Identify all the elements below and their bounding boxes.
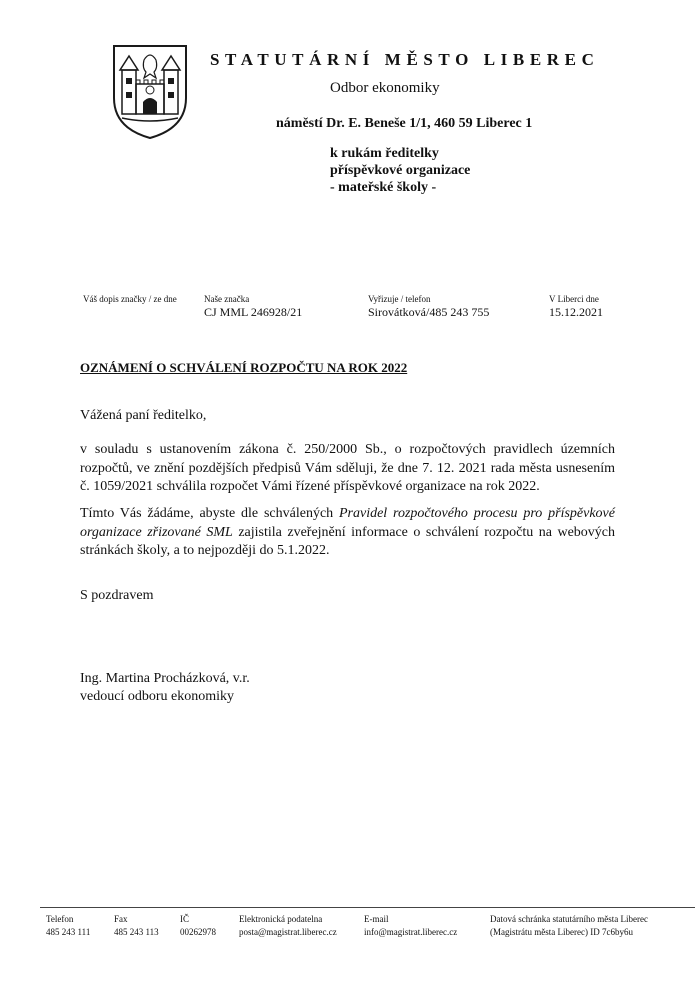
footer-email-label: E-mail — [364, 914, 389, 924]
salutation: Vážená paní ředitelko, — [80, 408, 207, 423]
footer-databox-value: (Magistrátu města Liberec) ID 7c6by6u — [490, 927, 633, 937]
footer-email-link[interactable]: info@magistrat.liberec.cz — [364, 927, 458, 937]
footer-databox-label: Datová schránka statutárního města Liberec — [490, 914, 648, 924]
city-title: STATUTÁRNÍ MĚSTO LIBEREC — [210, 50, 600, 69]
office-address: náměstí Dr. E. Beneše 1/1, 460 59 Liberec 1 — [276, 116, 533, 131]
letter-subject: OZNÁMENÍ O SCHVÁLENÍ ROZPOČTU NA ROK 2022 — [80, 360, 408, 375]
footer-phone-label: Telefon — [46, 914, 74, 924]
handled-by-value: Sirovátková/485 243 755 — [368, 305, 490, 319]
footer-e-podatelna-label: Elektronická podatelna — [239, 914, 323, 924]
footer-databox — [490, 913, 648, 939]
footer-ic-label: IČ — [180, 914, 189, 924]
footer-e-podatelna — [239, 913, 337, 939]
date-label: V Liberci dne — [549, 294, 599, 304]
footer-ic-value: 00262978 — [180, 927, 216, 937]
recipient-line-3: - mateřské školy - — [330, 180, 437, 195]
city-coat-of-arms-icon — [110, 40, 190, 140]
paragraph-2-rules-title: Pravidel rozpočtového procesu pro příspěvkové organizace zřizované SML — [80, 506, 615, 540]
closing: S pozdravem — [80, 588, 154, 603]
footer-email — [364, 913, 457, 939]
paragraph-2-start: Tímto Vás žádáme, abyste dle schválených — [80, 506, 339, 521]
your-letter-label: Váš dopis značky / ze dne — [83, 294, 177, 304]
our-reference-value: CJ MML 246928/21 — [204, 305, 303, 319]
signatory-role: vedoucí odboru ekonomiky — [80, 689, 234, 704]
footer-e-podatelna-link[interactable]: posta@magistrat.liberec.cz — [239, 927, 337, 937]
footer-fax-label: Fax — [114, 914, 128, 924]
paragraph-1: v souladu s ustanovením zákona č. 250/2000 Sb., o rozpočtových pravidlech územních rozpočtů, ve znění pozdějších předpisů Vám sděluji, že dne 7. 12. 2021 rada města usnesením č. 1059/2021 schválila rozpočet Vámi řízené příspěvkové organizace na rok 2022. — [80, 442, 615, 494]
recipient-line-2: příspěvkové organizace — [330, 163, 471, 178]
footer-ic — [180, 913, 216, 939]
footer-phone-value: 485 243 111 — [46, 927, 91, 937]
paragraph-2-end: zajistila zveřejnění informace o schválení rozpočtu na webových stránkách školy, a to nejpozději do 5.1.2022. — [80, 524, 615, 558]
recipient-block — [330, 145, 470, 196]
handled-by-label: Vyřizuje / telefon — [368, 294, 431, 304]
our-reference-label: Naše značka — [204, 294, 250, 304]
signatory-name: Ing. Martina Procházková, v.r. — [80, 671, 250, 686]
footer-phone — [46, 913, 90, 939]
footer-fax-value: 485 243 113 — [114, 927, 159, 937]
footer-divider — [40, 907, 695, 908]
footer-fax — [114, 913, 159, 939]
paragraph-2 — [80, 505, 615, 561]
date-value: 15.12.2021 — [549, 305, 603, 319]
department-name: Odbor ekonomiky — [330, 80, 440, 96]
recipient-line-1: k rukám ředitelky — [330, 146, 439, 161]
signature-block — [80, 670, 250, 706]
